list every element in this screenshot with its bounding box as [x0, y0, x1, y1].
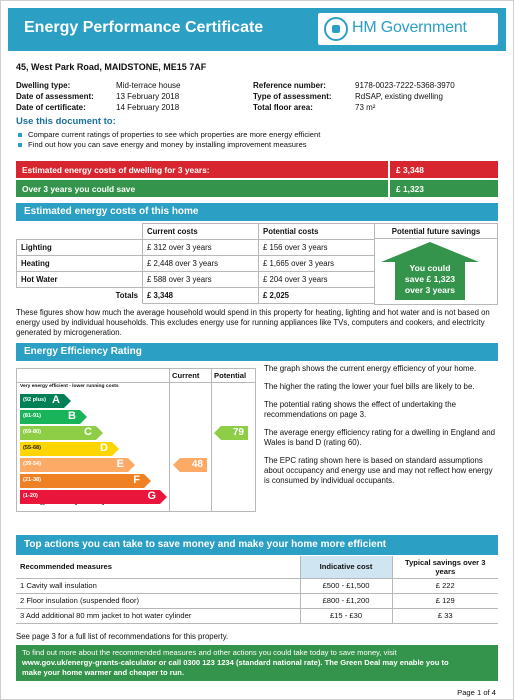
table-row	[17, 256, 375, 272]
current-column-header: Current	[172, 371, 200, 380]
savings-line: save £ 1,323	[404, 274, 456, 284]
could-save-label: Over 3 years you could save	[22, 184, 136, 194]
band-letter: D	[100, 442, 108, 454]
potential-costs-header: Potential costs	[259, 224, 375, 240]
current-cost-cell: £ 588 over 3 years	[143, 272, 259, 288]
band-range: (21-38)	[23, 477, 42, 483]
band-letter: A	[52, 394, 60, 406]
future-savings-header: Potential future savings	[374, 223, 498, 239]
column-divider	[211, 368, 212, 512]
use-document-title: Use this document to:	[16, 116, 116, 127]
band-c	[20, 426, 96, 440]
detail-key: Date of assessment:	[16, 92, 94, 101]
footer-line: www.gov.uk/energy-grants-calculator or call 0300 123 1234 (standard national rate). The Green Deal may enable you to	[22, 658, 449, 667]
row-label: Heating	[17, 256, 143, 272]
estimated-cost-value: £ 3,348	[388, 161, 498, 178]
costs-header-row	[17, 224, 375, 240]
efficiency-explanation	[264, 364, 496, 494]
detail-key: Dwelling type:	[16, 81, 71, 90]
table-row	[16, 578, 498, 593]
hm-government-text: HM Government	[352, 19, 467, 36]
measure-cell: 2 Floor insulation (suspended floor)	[16, 593, 300, 608]
table-row	[17, 240, 375, 256]
band-range: (92 plus)	[23, 397, 47, 403]
detail-key: Date of certificate:	[16, 103, 86, 112]
efficiency-paragraph: The higher the rating the lower your fuel bills are likely to be.	[264, 382, 475, 391]
row-label: Lighting	[17, 240, 143, 256]
typical-savings-header: Typical savings over 3 years	[392, 556, 498, 578]
certificate-title: Energy Performance Certificate	[24, 19, 264, 36]
saving-cell: £ 33	[392, 608, 498, 623]
band-e	[20, 458, 128, 472]
band-range: (55-68)	[23, 445, 42, 451]
measures-header: Recommended measures	[16, 556, 300, 578]
savings-arrow-text	[381, 263, 479, 296]
detail-value: Mid-terrace house	[116, 81, 181, 90]
column-divider	[169, 368, 170, 512]
efficiency-paragraph: The EPC rating shown here is based on standard assumptions about occupancy and energy use and may not reflect how energy is consumed by individual occupants.	[264, 456, 493, 485]
totals-row	[17, 288, 375, 304]
detail-row	[16, 102, 180, 113]
estimated-cost-bar	[16, 161, 498, 178]
band-b	[20, 410, 80, 424]
header-divider	[16, 382, 256, 383]
detail-value: 14 February 2018	[116, 103, 180, 112]
potential-rating-arrow	[221, 426, 248, 440]
detail-row	[16, 80, 180, 91]
band-f	[20, 474, 144, 488]
band-range: (81-91)	[23, 413, 42, 419]
band-letter: C	[84, 426, 92, 438]
estimated-cost-label: Estimated energy costs of dwelling for 3 years:	[22, 165, 210, 175]
costs-section-title: Estimated energy costs of this home	[16, 203, 498, 221]
detail-row	[253, 80, 455, 91]
current-cost-cell: £ 2,448 over 3 years	[143, 256, 259, 272]
band-letter: F	[133, 474, 140, 486]
saving-cell: £ 129	[392, 593, 498, 608]
savings-line: over 3 years	[404, 285, 456, 295]
band-range: (39-54)	[23, 461, 42, 467]
details-left	[16, 80, 180, 113]
details-right	[253, 80, 455, 113]
empty-header-cell	[17, 224, 143, 240]
could-save-bar	[16, 180, 498, 197]
detail-key: Reference number:	[253, 81, 326, 90]
band-letter: E	[116, 458, 124, 470]
efficiency-paragraph: The potential rating shows the effect of undertaking the recommendations on page 3.	[264, 400, 456, 419]
potential-cost-cell: £ 156 over 3 years	[259, 240, 375, 256]
band-range: (69-80)	[23, 429, 42, 435]
measure-cell: 3 Add additional 80 mm jacket to hot water cylinder	[16, 608, 300, 623]
indicative-cost-header: Indicative cost	[300, 556, 392, 578]
potential-rating-value: 79	[232, 427, 244, 438]
efficient-note: Very energy efficient - lower running costs	[20, 384, 119, 389]
property-address: 45, West Park Road, MAIDSTONE, ME15 7AF	[16, 62, 207, 72]
current-costs-header: Current costs	[143, 224, 259, 240]
savings-line: You could	[409, 263, 451, 273]
table-row	[16, 608, 498, 623]
table-row	[17, 272, 375, 288]
hm-government-logo	[318, 13, 498, 45]
band-a	[20, 394, 64, 408]
footer-line: To find out more about the recommended measures and other actions you could take today to save money, visit	[22, 648, 397, 657]
see-page-note: See page 3 for a full list of recommendations for this property.	[16, 632, 229, 641]
cost-cell: £15 - £30	[300, 608, 392, 623]
measure-cell: 1 Cavity wall insulation	[16, 578, 300, 593]
saving-cell: £ 222	[392, 578, 498, 593]
current-rating-arrow	[180, 458, 207, 472]
detail-row	[253, 91, 455, 102]
detail-value: 9178-0023-7222-5368-3970	[355, 81, 455, 90]
band-d	[20, 442, 112, 456]
bullet-item: Find out how you can save energy and money by installing improvement measures	[16, 140, 320, 150]
cost-cell: £500 - £1,500	[300, 578, 392, 593]
detail-row	[16, 91, 180, 102]
efficiency-paragraph: The graph shows the current energy efficiency of your home.	[264, 364, 477, 373]
bullet-item: Compare current ratings of properties to see which properties are more energy efficient	[16, 130, 320, 140]
actions-header-row	[16, 556, 498, 578]
detail-value: 13 February 2018	[116, 92, 180, 101]
row-label: Hot Water	[17, 272, 143, 288]
potential-cost-cell: £ 204 over 3 years	[259, 272, 375, 288]
current-rating-value: 48	[191, 459, 203, 470]
cost-explanation: These figures show how much the average household would spend in this property for heating, lighting and hot water and is not based on energy used by individual households. This excludes energy use for running appliances like TVs, computers and cookers, and electricity generated by microgeneration.	[16, 308, 490, 337]
potential-cost-cell: £ 1,665 over 3 years	[259, 256, 375, 272]
footer-line: make your home warmer and cheaper to run.	[22, 668, 185, 677]
current-cost-cell: £ 312 over 3 years	[143, 240, 259, 256]
detail-row	[253, 102, 455, 113]
detail-value: 73 m²	[355, 103, 376, 112]
actions-table	[16, 556, 498, 624]
crest-icon	[324, 17, 348, 41]
actions-section-title: Top actions you can take to save money and make your home more efficient	[16, 535, 498, 555]
totals-current: £ 3,348	[143, 288, 259, 304]
detail-key: Total floor area:	[253, 103, 313, 112]
table-row	[16, 593, 498, 608]
potential-column-header: Potential	[214, 371, 247, 380]
costs-table	[16, 223, 375, 304]
efficiency-section-title: Energy Efficiency Rating	[16, 343, 498, 361]
band-g	[20, 490, 160, 504]
band-letter: B	[68, 410, 76, 422]
certificate-header	[8, 8, 506, 51]
band-range: (1-20)	[23, 493, 38, 499]
detail-key: Type of assessment:	[253, 92, 332, 101]
band-letter: G	[147, 490, 156, 502]
efficiency-paragraph: The average energy efficiency rating for a dwelling in England and Wales is band D (rating 60).	[264, 428, 496, 447]
detail-value: RdSAP, existing dwelling	[355, 92, 443, 101]
totals-potential: £ 2,025	[259, 288, 375, 304]
page-number: Page 1 of 4	[457, 688, 496, 697]
use-document-bullets	[16, 130, 320, 150]
find-out-more-box	[16, 645, 498, 681]
cost-cell: £800 - £1,200	[300, 593, 392, 608]
could-save-value: £ 1,323	[388, 180, 498, 197]
totals-label: Totals	[17, 288, 143, 304]
